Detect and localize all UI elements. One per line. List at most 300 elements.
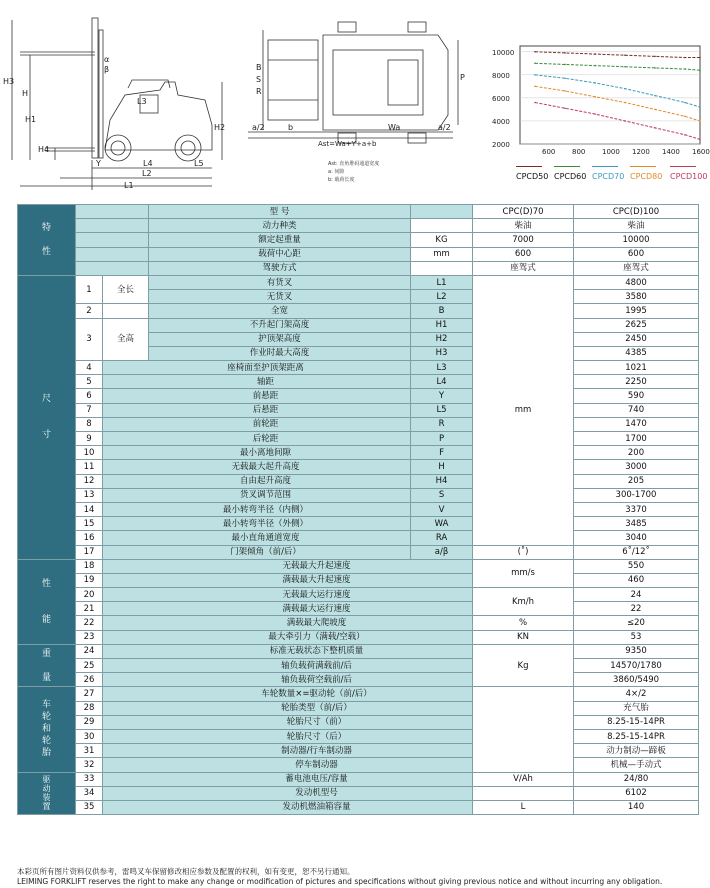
model1: CPC(D)70 <box>473 205 574 219</box>
dim-item: 最小转弯半径（外侧） <box>103 517 411 531</box>
table-row-dim <box>18 517 699 531</box>
data-point-cpcd60 <box>654 67 656 69</box>
spec-table <box>17 204 699 815</box>
label-L2: L2 <box>142 169 152 178</box>
feature-item: 动力种类 <box>149 219 411 233</box>
label-H: H <box>22 89 29 98</box>
legend-swatch-cpcd60 <box>554 166 580 167</box>
label-H1: H1 <box>25 115 37 124</box>
table-row-dim <box>18 474 699 488</box>
y-tick-label: 4000 <box>492 117 510 126</box>
tyre-v1: 动力制动—蹄板 <box>574 744 699 758</box>
dim-symbol: a/β <box>411 545 473 559</box>
data-point-cpcd100 <box>534 102 536 104</box>
dim-v1: 3040 <box>574 531 699 545</box>
blank <box>76 233 149 247</box>
drive-item: 发动机燃油箱容量 <box>103 800 473 814</box>
label-L1: L1 <box>124 181 134 190</box>
data-point-cpcd80 <box>534 86 536 88</box>
feature-unit <box>411 261 473 275</box>
row-no: 17 <box>76 545 103 559</box>
table-row-weight <box>18 644 699 658</box>
label-beta: β <box>104 65 110 74</box>
tyre-item: 轮胎尺寸（前） <box>103 715 473 729</box>
weight-item: 轴负载荷满载前/后 <box>103 659 473 673</box>
dim-item: 全宽 <box>149 304 411 318</box>
legend-swatch-cpcd50 <box>516 166 542 167</box>
row-no: 35 <box>76 800 103 814</box>
dim-symbol: RA <box>411 531 473 545</box>
perf-v1: 24 <box>574 588 699 602</box>
row-no: 22 <box>76 616 103 630</box>
table-row-dim <box>18 432 699 446</box>
feature-unit: KG <box>411 233 473 247</box>
feature-v2: 柴油 <box>574 219 699 233</box>
row-no: 33 <box>76 772 103 786</box>
perf-item: 无载最大运行速度 <box>103 588 473 602</box>
blank <box>103 304 149 318</box>
dim-symbol: Y <box>411 389 473 403</box>
row-no: 14 <box>76 502 103 516</box>
drive-unit <box>473 786 574 800</box>
table-row-feature <box>18 261 699 275</box>
x-tick-label: 600 <box>542 148 556 156</box>
table-row-perf <box>18 616 699 630</box>
row-no: 19 <box>76 573 103 587</box>
row-no: 25 <box>76 659 103 673</box>
table-row-dim <box>18 488 699 502</box>
row-no: 27 <box>76 687 103 701</box>
row-no: 21 <box>76 602 103 616</box>
drive-item: 发动机型号 <box>103 786 473 800</box>
data-point-cpcd100 <box>564 107 566 109</box>
row-no: 3 <box>76 318 103 361</box>
row-no: 10 <box>76 446 103 460</box>
dim-v1: 200 <box>574 446 699 460</box>
dim-item: 轴距 <box>103 375 411 389</box>
data-point-cpcd50 <box>534 51 536 53</box>
row-no: 15 <box>76 517 103 531</box>
section-weight: 重 量 <box>18 644 76 687</box>
label-a-half-left: a/2 <box>252 123 265 132</box>
dim-v1: 740 <box>574 403 699 417</box>
data-point-cpcd50 <box>594 53 596 55</box>
data-point-cpcd80 <box>699 120 701 122</box>
table-row-perf <box>18 602 699 616</box>
row-no: 4 <box>76 361 103 375</box>
row-no: 12 <box>76 474 103 488</box>
table-row-perf <box>18 630 699 644</box>
data-point-cpcd100 <box>699 139 701 141</box>
table-row-drive <box>18 772 699 786</box>
perf-unit: Km/h <box>473 588 574 616</box>
feature-v2: 600 <box>574 247 699 261</box>
legend-swatch-cpcd70 <box>592 166 618 167</box>
perf-v1: 53 <box>574 630 699 644</box>
dim-symbol: B <box>411 304 473 318</box>
label-H4: H4 <box>38 145 50 154</box>
label-R: R <box>256 87 262 96</box>
table-row-perf <box>18 573 699 587</box>
header-unit-blank <box>411 205 473 219</box>
group-full-length: 全长 <box>103 275 149 303</box>
legend-cpcd60: CPCD60 <box>554 172 587 181</box>
table-row-dim <box>18 545 699 559</box>
tyre-v1: 8.25-15-14PR <box>574 729 699 743</box>
section-tyres: 车 轮 和 轮 胎 <box>18 687 76 772</box>
x-tick-label: 800 <box>572 148 586 156</box>
dim-v1: 1470 <box>574 417 699 431</box>
feature-v1: 600 <box>473 247 574 261</box>
row-no: 8 <box>76 417 103 431</box>
row-no: 34 <box>76 786 103 800</box>
row-no: 30 <box>76 729 103 743</box>
row-no: 26 <box>76 673 103 687</box>
y-tick-label: 6000 <box>492 94 510 103</box>
data-point-cpcd60 <box>564 64 566 66</box>
table-row-tyre <box>18 715 699 729</box>
perf-unit: KN <box>473 630 574 644</box>
dim-item: 后悬距 <box>103 403 411 417</box>
feature-v2: 座驾式 <box>574 261 699 275</box>
data-point-cpcd70 <box>684 102 686 104</box>
table-row-dim <box>18 375 699 389</box>
table-row-dim <box>18 304 699 318</box>
dim-item: 座椅面至护顶架距离 <box>103 361 411 375</box>
tyre-item: 车轮数量×=驱动轮（前/后） <box>103 687 473 701</box>
dim-v1: 2625 <box>574 318 699 332</box>
dim-item: 自由起升高度 <box>103 474 411 488</box>
dim-item: 最小转弯半径（内侧） <box>103 502 411 516</box>
table-row-tyre <box>18 729 699 743</box>
table-row-dim <box>18 389 699 403</box>
table-row-feature <box>18 233 699 247</box>
dim-v1: 3370 <box>574 502 699 516</box>
label-a-half-right: a/2 <box>438 123 451 132</box>
x-tick-label: 1200 <box>632 148 650 156</box>
dim-item: 前轮距 <box>103 417 411 431</box>
data-point-cpcd50 <box>699 57 701 59</box>
data-point-cpcd80 <box>654 109 656 111</box>
data-point-cpcd50 <box>564 52 566 54</box>
footer-cn: 本彩页所有图片资料仅供参考，雷鸣叉车保留修改相应参数及配置的权利，如有变更，恕不另行通知。 <box>17 867 355 876</box>
label-S: S <box>256 75 262 84</box>
note-b: b: 载荷长度 <box>328 177 355 183</box>
drive-v1: 140 <box>574 800 699 814</box>
dim-symbol: H2 <box>411 332 473 346</box>
row-no: 5 <box>76 375 103 389</box>
row-no: 20 <box>76 588 103 602</box>
row-no: 29 <box>76 715 103 729</box>
dim-symbol: H1 <box>411 318 473 332</box>
data-point-cpcd80 <box>564 90 566 92</box>
data-point-cpcd60 <box>684 68 686 70</box>
blank <box>76 261 149 275</box>
feature-item: 驾驶方式 <box>149 261 411 275</box>
group-full-height: 全高 <box>103 318 149 361</box>
legend-swatch-cpcd100 <box>670 166 696 167</box>
feature-item: 额定起重量 <box>149 233 411 247</box>
row-no: 11 <box>76 460 103 474</box>
table-row-dim <box>18 403 699 417</box>
data-point-cpcd70 <box>594 82 596 84</box>
table-row-feature <box>18 247 699 261</box>
label-b: b <box>288 123 294 132</box>
model-label: 型 号 <box>149 205 411 219</box>
perf-item: 满载最大爬坡度 <box>103 616 473 630</box>
feature-v1: 7000 <box>473 233 574 247</box>
dim-symbol: S <box>411 488 473 502</box>
data-point-cpcd70 <box>654 95 656 97</box>
dim-symbol: WA <box>411 517 473 531</box>
dim-unit-angle: (˚) <box>473 545 574 559</box>
dim-item: 最小离地间隙 <box>103 446 411 460</box>
dim-item: 货叉调节范围 <box>103 488 411 502</box>
dim-v1: 4800 <box>574 275 699 289</box>
table-row-dim <box>18 275 699 289</box>
label-L3: L3 <box>137 97 147 106</box>
legend-cpcd70: CPCD70 <box>592 172 625 181</box>
dim-item: 前悬距 <box>103 389 411 403</box>
data-point-cpcd50 <box>624 54 626 56</box>
data-point-cpcd70 <box>624 88 626 90</box>
weight-v1: 14570/1780 <box>574 659 699 673</box>
tyre-v1: 机械—手动式 <box>574 758 699 772</box>
data-point-cpcd100 <box>684 134 686 136</box>
x-tick-label: 1400 <box>662 148 680 156</box>
perf-v1: 550 <box>574 559 699 573</box>
drive-unit: V/Ah <box>473 772 574 786</box>
table-row-dim <box>18 502 699 516</box>
dim-symbol: L2 <box>411 290 473 304</box>
dim-v1: 3485 <box>574 517 699 531</box>
row-no: 31 <box>76 744 103 758</box>
dim-v1: 3000 <box>574 460 699 474</box>
dim-v1: 1021 <box>574 361 699 375</box>
perf-item: 满载最大运行速度 <box>103 602 473 616</box>
weight-item: 轴负载荷空载前/后 <box>103 673 473 687</box>
perf-item: 满载最大升起速度 <box>103 573 473 587</box>
blank <box>76 247 149 261</box>
row-no: 1 <box>76 275 103 303</box>
note-a: a: 间隙 <box>328 169 345 175</box>
y-tick-label: 8000 <box>492 71 510 80</box>
label-alpha: α <box>104 55 110 64</box>
label-Wa: Wa <box>388 123 401 132</box>
dim-item: 后轮距 <box>103 432 411 446</box>
tyre-v1: 4×/2 <box>574 687 699 701</box>
label-H3: H3 <box>3 77 15 86</box>
feature-v1: 座驾式 <box>473 261 574 275</box>
drive-v1: 6102 <box>574 786 699 800</box>
y-tick-label: 2000 <box>492 141 510 149</box>
x-tick-label: 1600 <box>692 148 710 156</box>
perf-v1: ≤20 <box>574 616 699 630</box>
dim-v1: 6˚/12˚ <box>574 545 699 559</box>
table-row-dim <box>18 318 699 332</box>
table-row-tyre <box>18 744 699 758</box>
data-point-cpcd60 <box>699 69 701 71</box>
dim-v1: 205 <box>574 474 699 488</box>
data-point-cpcd70 <box>699 106 701 108</box>
model2: CPC(D)100 <box>574 205 699 219</box>
tyre-item: 轮胎尺寸（后） <box>103 729 473 743</box>
note-ast: Ast: 直角堆码通道宽度 <box>328 161 380 167</box>
dim-unit: mm <box>473 275 574 545</box>
data-point-cpcd80 <box>594 96 596 98</box>
row-no: 2 <box>76 304 103 318</box>
label-H2: H2 <box>214 123 226 132</box>
legend-cpcd80: CPCD80 <box>630 172 663 181</box>
label-L4: L4 <box>143 159 153 168</box>
data-point-cpcd100 <box>624 120 626 122</box>
weight-item: 标准无载状态下整机质量 <box>103 644 473 658</box>
dim-item: 门架倾角（前/后） <box>103 545 411 559</box>
forklift-side-view-drawing <box>0 0 228 196</box>
drive-item: 蓄电池电压/容量 <box>103 772 473 786</box>
x-tick-label: 1000 <box>602 148 620 156</box>
table-row-perf <box>18 588 699 602</box>
label-P: P <box>460 73 465 82</box>
dim-symbol: H <box>411 460 473 474</box>
label-B: B <box>256 63 262 72</box>
dim-v1: 2250 <box>574 375 699 389</box>
dim-symbol: L1 <box>411 275 473 289</box>
row-no: 18 <box>76 559 103 573</box>
y-tick-label: 10000 <box>492 48 515 57</box>
dim-symbol: L5 <box>411 403 473 417</box>
legend-cpcd50: CPCD50 <box>516 172 549 181</box>
table-row-tyre <box>18 701 699 715</box>
dim-v1: 300-1700 <box>574 488 699 502</box>
table-row-dim <box>18 361 699 375</box>
feature-unit <box>411 219 473 233</box>
dim-v1: 3580 <box>574 290 699 304</box>
dim-item: 护顶架高度 <box>149 332 411 346</box>
dim-symbol: P <box>411 432 473 446</box>
label-L5: L5 <box>194 159 204 168</box>
label-ast-formula: Ast=Wa+Y+a+b <box>318 140 377 148</box>
dim-symbol: H3 <box>411 346 473 360</box>
data-point-cpcd70 <box>534 74 536 76</box>
table-row-dim <box>18 446 699 460</box>
dim-item: 作业时最大高度 <box>149 346 411 360</box>
feature-item: 载荷中心距 <box>149 247 411 261</box>
dim-symbol: R <box>411 417 473 431</box>
row-no: 9 <box>76 432 103 446</box>
feature-v1: 柴油 <box>473 219 574 233</box>
weight-v1: 9350 <box>574 644 699 658</box>
tyre-v1: 8.25-15-14PR <box>574 715 699 729</box>
perf-item: 最大牵引力（满载/空载） <box>103 630 473 644</box>
table-row-dim <box>18 417 699 431</box>
row-no: 23 <box>76 630 103 644</box>
dim-v1: 4385 <box>574 346 699 360</box>
row-no: 6 <box>76 389 103 403</box>
row-no: 16 <box>76 531 103 545</box>
table-row-header <box>18 205 699 219</box>
data-point-cpcd60 <box>624 66 626 68</box>
table-row-drive <box>18 786 699 800</box>
section-performance: 性 能 <box>18 559 76 644</box>
dim-v1: 1700 <box>574 432 699 446</box>
dim-symbol: H4 <box>411 474 473 488</box>
section-drive: 驱 动 装 置 <box>18 772 76 815</box>
perf-unit: mm/s <box>473 559 574 587</box>
dim-v1: 1995 <box>574 304 699 318</box>
row-no: 32 <box>76 758 103 772</box>
data-point-cpcd70 <box>564 77 566 79</box>
table-row-tyre <box>18 687 699 701</box>
label-Y: Y <box>96 159 101 168</box>
data-point-cpcd60 <box>534 62 536 64</box>
section-features: 特 性 <box>18 205 76 276</box>
dim-symbol: L3 <box>411 361 473 375</box>
data-point-cpcd50 <box>684 57 686 59</box>
data-point-cpcd50 <box>654 56 656 58</box>
footer-en: LEIMING FORKLIFT reserves the right to make any change or modification of pictures and specifications without giving previous notice and without incurring any obligation. <box>17 877 663 886</box>
table-row-weight <box>18 659 699 673</box>
table-row-drive <box>18 800 699 814</box>
chart-plot-area <box>520 46 700 144</box>
legend-swatch-cpcd80 <box>630 166 656 167</box>
table-row-dim <box>18 460 699 474</box>
dim-symbol: V <box>411 502 473 516</box>
dim-item: 不升起门架高度 <box>149 318 411 332</box>
data-point-cpcd60 <box>594 65 596 67</box>
perf-v1: 22 <box>574 602 699 616</box>
perf-unit: % <box>473 616 574 630</box>
table-row-feature <box>18 219 699 233</box>
dim-symbol: F <box>411 446 473 460</box>
data-point-cpcd100 <box>594 113 596 115</box>
row-no: 13 <box>76 488 103 502</box>
blank <box>76 219 149 233</box>
tyre-unit-blank <box>473 687 574 772</box>
feature-unit: mm <box>411 247 473 261</box>
dim-v1: 2450 <box>574 332 699 346</box>
table-row-weight <box>18 673 699 687</box>
dim-item: 有货叉 <box>149 275 411 289</box>
header-blank <box>76 205 149 219</box>
drive-v1: 24/80 <box>574 772 699 786</box>
row-no: 7 <box>76 403 103 417</box>
dim-item: 无货叉 <box>149 290 411 304</box>
dim-item: 最小直角通道宽度 <box>103 531 411 545</box>
data-point-cpcd80 <box>624 102 626 104</box>
tyre-item: 轮胎类型（前/后） <box>103 701 473 715</box>
legend-cpcd100: CPCD100 <box>670 172 708 181</box>
table-row-perf <box>18 559 699 573</box>
table-row-tyre <box>18 758 699 772</box>
dim-item: 无载最大起升高度 <box>103 460 411 474</box>
row-no: 28 <box>76 701 103 715</box>
dim-symbol: L4 <box>411 375 473 389</box>
tyre-item: 停车制动器 <box>103 758 473 772</box>
data-point-cpcd100 <box>654 127 656 129</box>
tyre-v1: 充气胎 <box>574 701 699 715</box>
dim-v1: 590 <box>574 389 699 403</box>
table-row-dim <box>18 531 699 545</box>
perf-item: 无载最大升起速度 <box>103 559 473 573</box>
forklift-top-view-drawing <box>238 20 478 205</box>
data-point-cpcd80 <box>684 116 686 118</box>
row-no: 24 <box>76 644 103 658</box>
tyre-item: 制动器/行车制动器 <box>103 744 473 758</box>
weight-v1: 3860/5490 <box>574 673 699 687</box>
weight-unit: Kg <box>473 644 574 687</box>
perf-v1: 460 <box>574 573 699 587</box>
